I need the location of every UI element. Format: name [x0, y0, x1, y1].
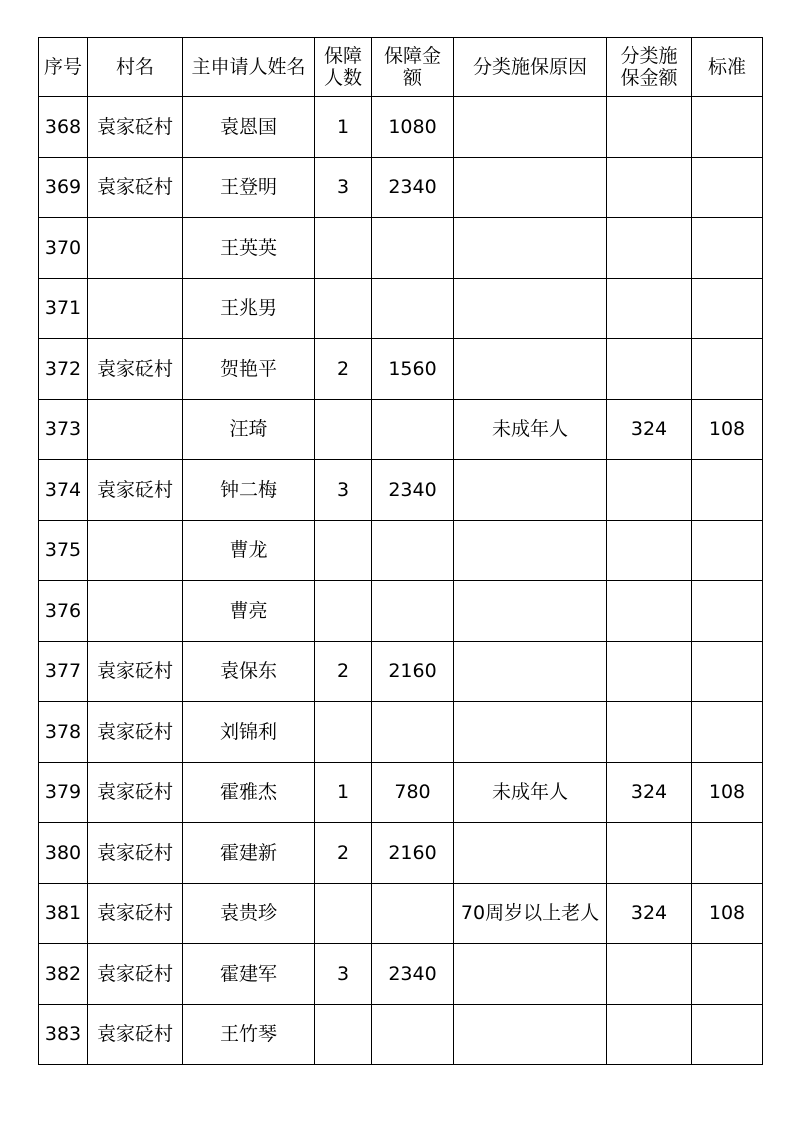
cell-village: 袁家砭村 [88, 97, 183, 158]
cell-seq: 381 [39, 883, 88, 944]
cell-applicant: 霍建军 [183, 944, 315, 1005]
cell-standard [692, 944, 763, 1005]
table-body [39, 97, 763, 1065]
cell-persons [315, 883, 372, 944]
cell-applicant: 王兆男 [183, 278, 315, 339]
header-amount: 保障金额 [372, 38, 454, 97]
cell-class-amount [607, 1004, 692, 1065]
cell-class-amount [607, 520, 692, 581]
cell-village: 袁家砭村 [88, 762, 183, 823]
cell-seq: 368 [39, 97, 88, 158]
cell-applicant: 霍建新 [183, 823, 315, 884]
cell-village [88, 278, 183, 339]
cell-standard [692, 218, 763, 279]
cell-reason [454, 460, 607, 521]
cell-village [88, 581, 183, 642]
cell-class-amount [607, 641, 692, 702]
header-persons: 保障人数 [315, 38, 372, 97]
cell-amount [372, 520, 454, 581]
cell-class-amount [607, 944, 692, 1005]
cell-persons [315, 399, 372, 460]
cell-reason [454, 823, 607, 884]
cell-seq: 372 [39, 339, 88, 400]
table-row [39, 278, 763, 339]
cell-amount: 2160 [372, 641, 454, 702]
cell-class-amount [607, 157, 692, 218]
cell-applicant: 袁贵珍 [183, 883, 315, 944]
cell-amount [372, 1004, 454, 1065]
cell-village: 袁家砭村 [88, 157, 183, 218]
cell-village [88, 520, 183, 581]
assistance-table [38, 37, 763, 1065]
table-row [39, 1004, 763, 1065]
cell-seq: 375 [39, 520, 88, 581]
cell-persons: 3 [315, 944, 372, 1005]
cell-standard [692, 157, 763, 218]
cell-standard [692, 520, 763, 581]
cell-applicant: 刘锦利 [183, 702, 315, 763]
table-row [39, 520, 763, 581]
cell-applicant: 袁保东 [183, 641, 315, 702]
header-village: 村名 [88, 38, 183, 97]
cell-standard [692, 278, 763, 339]
cell-amount [372, 399, 454, 460]
cell-class-amount [607, 278, 692, 339]
cell-persons [315, 1004, 372, 1065]
cell-applicant: 曹亮 [183, 581, 315, 642]
cell-class-amount: 324 [607, 762, 692, 823]
cell-seq: 378 [39, 702, 88, 763]
cell-amount [372, 702, 454, 763]
cell-persons [315, 278, 372, 339]
cell-class-amount [607, 702, 692, 763]
table-row [39, 944, 763, 1005]
cell-amount: 2160 [372, 823, 454, 884]
cell-reason [454, 97, 607, 158]
cell-standard [692, 823, 763, 884]
cell-reason [454, 581, 607, 642]
cell-applicant: 曹龙 [183, 520, 315, 581]
cell-standard [692, 339, 763, 400]
cell-village: 袁家砭村 [88, 944, 183, 1005]
cell-reason [454, 278, 607, 339]
cell-reason: 未成年人 [454, 762, 607, 823]
cell-seq: 370 [39, 218, 88, 279]
cell-seq: 382 [39, 944, 88, 1005]
cell-persons [315, 702, 372, 763]
table-row [39, 460, 763, 521]
cell-seq: 369 [39, 157, 88, 218]
cell-persons [315, 520, 372, 581]
cell-amount: 2340 [372, 944, 454, 1005]
cell-standard [692, 702, 763, 763]
cell-class-amount: 324 [607, 399, 692, 460]
cell-reason [454, 339, 607, 400]
cell-village: 袁家砭村 [88, 641, 183, 702]
table-row [39, 399, 763, 460]
cell-seq: 383 [39, 1004, 88, 1065]
table-row [39, 581, 763, 642]
cell-class-amount [607, 460, 692, 521]
cell-standard [692, 97, 763, 158]
cell-seq: 371 [39, 278, 88, 339]
cell-applicant: 霍雅杰 [183, 762, 315, 823]
cell-village: 袁家砭村 [88, 1004, 183, 1065]
header-class-amount: 分类施保金额 [607, 38, 692, 97]
cell-reason [454, 520, 607, 581]
cell-class-amount [607, 581, 692, 642]
header-standard: 标准 [692, 38, 763, 97]
cell-village [88, 399, 183, 460]
cell-seq: 377 [39, 641, 88, 702]
cell-persons: 3 [315, 157, 372, 218]
table-row [39, 823, 763, 884]
cell-seq: 380 [39, 823, 88, 884]
cell-persons: 2 [315, 339, 372, 400]
cell-amount [372, 883, 454, 944]
cell-persons: 3 [315, 460, 372, 521]
cell-persons [315, 581, 372, 642]
cell-persons: 2 [315, 641, 372, 702]
cell-persons: 1 [315, 762, 372, 823]
cell-class-amount [607, 218, 692, 279]
cell-village [88, 218, 183, 279]
cell-applicant: 王竹琴 [183, 1004, 315, 1065]
header-seq: 序号 [39, 38, 88, 97]
table-row [39, 641, 763, 702]
table-row [39, 702, 763, 763]
table-row [39, 97, 763, 158]
cell-persons [315, 218, 372, 279]
cell-applicant: 贺艳平 [183, 339, 315, 400]
cell-village: 袁家砭村 [88, 823, 183, 884]
cell-applicant: 袁恩国 [183, 97, 315, 158]
cell-standard [692, 641, 763, 702]
cell-applicant: 汪琦 [183, 399, 315, 460]
cell-amount [372, 278, 454, 339]
header-reason: 分类施保原因 [454, 38, 607, 97]
cell-class-amount [607, 823, 692, 884]
cell-applicant: 钟二梅 [183, 460, 315, 521]
table-header [39, 38, 763, 97]
table-row [39, 883, 763, 944]
cell-persons: 1 [315, 97, 372, 158]
cell-amount [372, 581, 454, 642]
cell-reason [454, 944, 607, 1005]
cell-standard [692, 1004, 763, 1065]
table-row [39, 218, 763, 279]
cell-reason: 未成年人 [454, 399, 607, 460]
cell-reason: 70周岁以上老人 [454, 883, 607, 944]
cell-seq: 376 [39, 581, 88, 642]
cell-applicant: 王英英 [183, 218, 315, 279]
cell-seq: 373 [39, 399, 88, 460]
cell-reason [454, 218, 607, 279]
cell-applicant: 王登明 [183, 157, 315, 218]
cell-standard [692, 460, 763, 521]
cell-amount [372, 218, 454, 279]
cell-amount: 780 [372, 762, 454, 823]
cell-village: 袁家砭村 [88, 883, 183, 944]
cell-amount: 2340 [372, 460, 454, 521]
cell-class-amount [607, 339, 692, 400]
cell-standard: 108 [692, 762, 763, 823]
cell-reason [454, 157, 607, 218]
cell-reason [454, 641, 607, 702]
cell-reason [454, 1004, 607, 1065]
cell-standard [692, 581, 763, 642]
cell-standard: 108 [692, 399, 763, 460]
header-row [39, 38, 763, 97]
cell-reason [454, 702, 607, 763]
cell-village: 袁家砭村 [88, 702, 183, 763]
cell-amount: 1560 [372, 339, 454, 400]
cell-seq: 379 [39, 762, 88, 823]
header-applicant: 主申请人姓名 [183, 38, 315, 97]
cell-amount: 2340 [372, 157, 454, 218]
cell-class-amount: 324 [607, 883, 692, 944]
cell-standard: 108 [692, 883, 763, 944]
table-row [39, 762, 763, 823]
table-row [39, 157, 763, 218]
cell-class-amount [607, 97, 692, 158]
table-row [39, 339, 763, 400]
cell-seq: 374 [39, 460, 88, 521]
cell-village: 袁家砭村 [88, 339, 183, 400]
cell-village: 袁家砭村 [88, 460, 183, 521]
cell-amount: 1080 [372, 97, 454, 158]
cell-persons: 2 [315, 823, 372, 884]
